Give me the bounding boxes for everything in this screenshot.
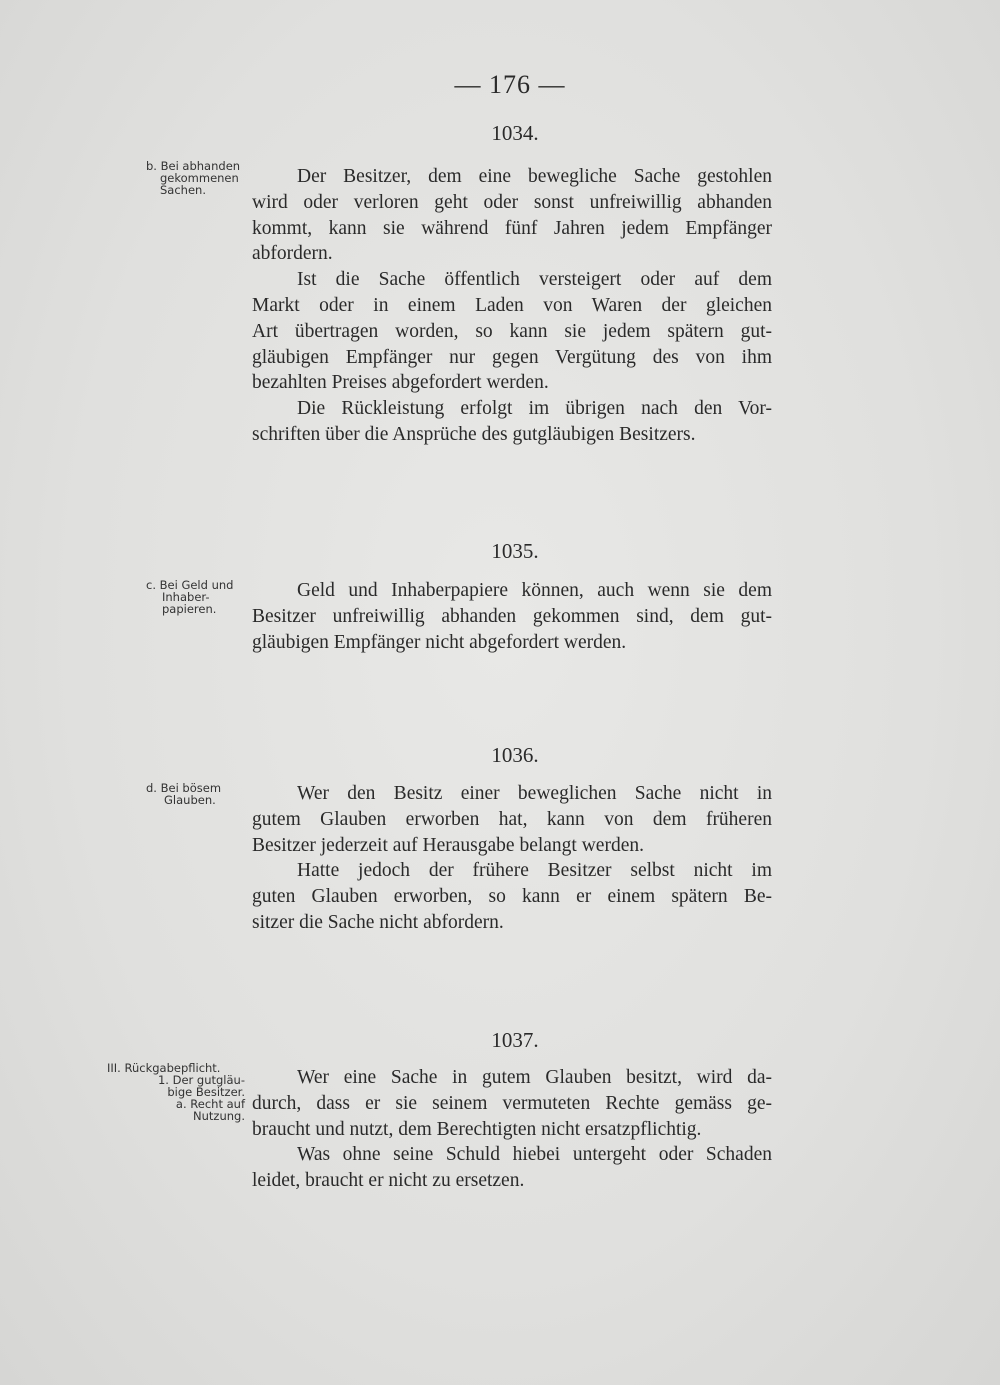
section-number-1034: 1034. [491, 121, 539, 145]
section-text-1034 [252, 164, 772, 448]
margin-note-line: Inhaber- [162, 590, 210, 604]
text-line: Die Rückleistung erfolgt im übrigen nach den Vor- [297, 398, 772, 420]
text-line: Art übertragen worden, so kann sie jedem spätern gut- [252, 320, 772, 342]
text-line: wird oder verloren geht oder sonst unfreiwillig abhanden [252, 191, 772, 213]
text-line: Besitzer unfreiwillig abhanden gekommen sind, dem gut- [252, 605, 772, 627]
section-text-1036 [252, 781, 772, 936]
text-line: gläubigen Empfänger nicht abgefordert werden. [252, 631, 627, 653]
margin-note-line: gekommenen [160, 171, 239, 185]
margin-note-line: Nutzung. [193, 1109, 245, 1123]
text-line: durch, dass er sie seinem vermuteten Rechte gemäss ge- [252, 1092, 772, 1114]
margin-note-line: d. Bei bösem [146, 781, 222, 795]
text-line: schriften über die Ansprüche des gutgläubigen Besitzers. [252, 423, 696, 445]
text-line: Geld und Inhaberpapiere können, auch wenn sie dem [297, 580, 772, 601]
section-number-1035: 1035. [491, 539, 539, 563]
text-line: Hatte jedoch der frühere Besitzer selbst nicht im [297, 860, 772, 882]
text-line: Ist die Sache öffentlich versteigert oder auf dem [297, 269, 772, 291]
margin-note-line: bige Besitzer. [167, 1085, 245, 1099]
text-line: Besitzer jederzeit auf Herausgabe belangt werden. [252, 834, 644, 856]
section-text-1035 [252, 578, 772, 655]
text-line: Wer eine Sache in gutem Glauben besitzt, wird da- [297, 1067, 772, 1088]
text-line: sitzer die Sache nicht abfordern. [252, 911, 504, 933]
text-line: Markt oder in einem Laden von Waren der gleichen [252, 294, 772, 316]
margin-note-1034 [146, 160, 240, 196]
text-line: Der Besitzer, dem eine bewegliche Sache gestohlen [297, 166, 772, 187]
page-number: — 176 — [454, 70, 566, 99]
margin-note-1036 [146, 782, 221, 806]
section-number-1036: 1036. [491, 743, 539, 767]
margin-note-1035 [146, 579, 233, 615]
text-line: Was ohne seine Schuld hiebei untergeht oder Schaden [297, 1144, 772, 1166]
margin-note-line: 1. Der gutgläu- [157, 1073, 245, 1087]
section-number-1037: 1037. [491, 1028, 539, 1052]
margin-note-line: b. Bei abhanden [146, 159, 241, 173]
text-line: abfordern. [252, 243, 333, 265]
margin-note-line: papieren. [162, 602, 217, 616]
section-text-1037 [252, 1065, 772, 1194]
margin-note-line: Glauben. [164, 793, 216, 807]
margin-note-1037 [107, 1062, 245, 1122]
margin-note-line: Sachen. [160, 183, 206, 197]
text-line: gläubigen Empfänger nur gegen Vergütung des von ihm [252, 346, 772, 368]
margin-note-line: a. Recht auf [175, 1097, 245, 1111]
text-line: braucht und nutzt, dem Berechtigten nicht ersatzpflichtig. [252, 1118, 702, 1140]
margin-note-line: III. Rückgabepflicht. [107, 1061, 221, 1075]
text-line: bezahlten Preises abgefordert werden. [252, 372, 549, 394]
text-line: leidet, braucht er nicht zu ersetzen. [252, 1170, 525, 1192]
text-line: Wer den Besitz einer beweglichen Sache nicht in [297, 783, 772, 804]
text-line: gutem Glauben erworben hat, kann von dem früheren [252, 808, 772, 830]
margin-note-line: c. Bei Geld und [146, 578, 234, 592]
text-line: guten Glauben erworben, so kann er einem spätern Be- [252, 886, 772, 908]
text-line: kommt, kann sie während fünf Jahren jedem Empfänger [252, 217, 772, 239]
